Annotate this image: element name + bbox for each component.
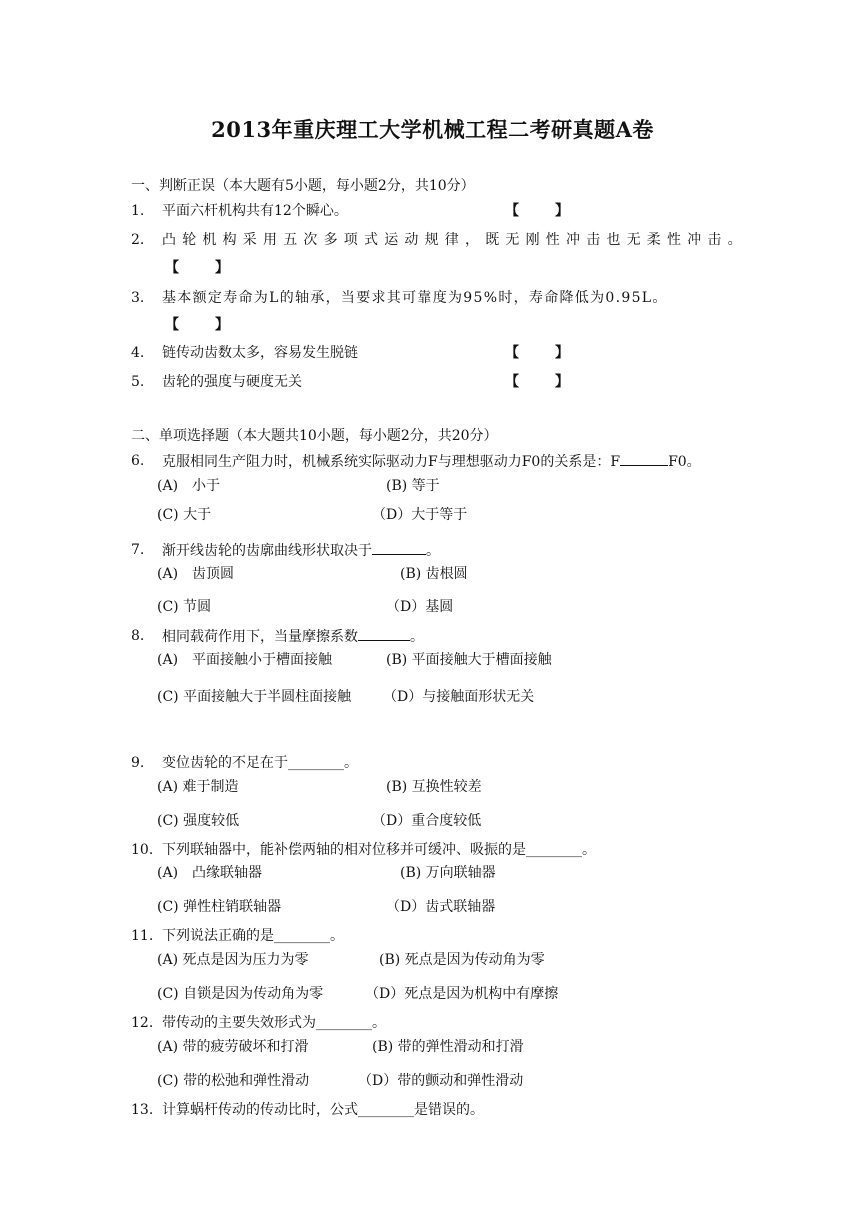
option-c: (C) 大于	[157, 507, 212, 523]
question-number: 7.	[131, 542, 145, 558]
question-number: 10.	[131, 842, 154, 858]
question-text: 齿轮的强度与硬度无关	[162, 374, 302, 390]
option-d: （D）大于等于	[372, 507, 468, 523]
option-a: (A) 平面接触小于槽面接触	[157, 652, 333, 668]
question-text-end: 。	[426, 543, 440, 559]
option-d: （D）基圆	[386, 599, 454, 615]
option-a: (A) 带的疲劳破坏和打滑	[157, 1039, 309, 1055]
question-text: 带传动的主要失效形式为________。	[162, 1015, 386, 1031]
option-b: (B) 死点是因为传动角为零	[379, 952, 545, 968]
question-number: 8.	[131, 628, 145, 644]
exam-page: 2013年重庆理工大学机械工程二考研真题A卷 一、判断正误（本大题有5小题，每小题2分，共10分） 1. 平面六杆机构共有12个瞬心。 【 】 2. 凸轮机构采用五次多项式运动规律，既无刚性冲击也无柔性冲击。 【 】 3. 基本额定寿命为L的轴承，当要求其可靠度为95%时，寿命降低为0.95L。 【 】 4. 链传动齿数太多，容易发生脱链 【 】 5. 齿轮的强度与硬度无关 【 】 二、单项选择题（本大题共10小题，每小题2分，共20分） 6. 克服相同生产阻力时，机械系统实际驱动力F与理想驱动力F0的关系是：F F0。 (A) 小于 (B) 等于 (C) 大于 （D）大于等于 7. 渐开线齿轮的齿廓曲线形状取决于 。 (A) 齿顶圆 (B) 齿根圆 (C) 节圆 （D）基圆 8. 相同载荷作用下，当量摩擦系数 。 (A) 平面接触小于槽面接触 (B) 平面接触大于槽面接触 (C) 平面接触大于半圆柱面接触 （D）与接触面形状无关 9. 变位齿轮的不足在于________。 (A) 难于制造 (B) 互换性较差 (C) 强度较低 （D）重合度较低 10. 下列联轴器中，能补偿两轴的相对位移并可缓冲、吸振的是________。 (A) 凸缘联轴器 (B) 万向联轴器 (C) 弹性柱销联轴器 （D）齿式联轴器 11. 下列说法正确的是________。 (A) 死点是因为压力为零 (B) 死点是因为传动角为零 (C) 自锁是因为传动角为零 （D）死点是因为机构中有摩擦 12. 带传动的主要失效形式为________。 (A) 带的疲劳破坏和打滑 (B) 带的弹性滑动和打滑 (C) 带的松弛和弹性滑动 （D）带的颤动和弹性滑动 13. 计算蜗杆传动的传动比时，公式________是错误的。	[0, 0, 865, 1224]
option-b: (B) 等于	[386, 478, 440, 494]
question-number: 3.	[131, 290, 145, 306]
question-number: 6.	[131, 453, 145, 469]
question-text: 克服相同生产阻力时，机械系统实际驱动力F与理想驱动力F0的关系是：F	[162, 454, 621, 470]
option-b: (B) 平面接触大于槽面接触	[386, 652, 552, 668]
question-number: 9.	[131, 755, 145, 771]
option-b: (B) 互换性较差	[386, 779, 482, 795]
question-text: 相同载荷作用下，当量摩擦系数	[162, 629, 358, 645]
section-heading: 二、单项选择题（本大题共10小题，每小题2分，共20分）	[131, 428, 498, 444]
question-text: 平面六杆机构共有12个瞬心。	[162, 203, 348, 219]
question-text: 渐开线齿轮的齿廓曲线形状取决于	[162, 543, 372, 559]
option-c: (C) 节圆	[157, 599, 212, 615]
option-a: (A) 死点是因为压力为零	[157, 952, 309, 968]
page-title: 2013年重庆理工大学机械工程二考研真题A卷	[211, 117, 654, 142]
option-a: (A) 凸缘联轴器	[157, 865, 263, 881]
question-text: 下列说法正确的是________。	[162, 928, 344, 944]
section-heading: 一、判断正误（本大题有5小题，每小题2分，共10分）	[131, 178, 475, 194]
option-c: (C) 平面接触大于半圆柱面接触	[157, 689, 352, 705]
option-d: （D）死点是因为机构中有摩擦	[365, 986, 559, 1002]
option-c: (C) 强度较低	[157, 813, 240, 829]
question-number: 13.	[131, 1102, 154, 1118]
question-number: 11.	[131, 928, 154, 944]
option-a: (A) 难于制造	[157, 779, 239, 795]
option-d: （D）齿式联轴器	[386, 899, 496, 915]
option-c: (C) 自锁是因为传动角为零	[157, 986, 324, 1002]
option-b: (B) 带的弹性滑动和打滑	[372, 1039, 524, 1055]
question-number: 2.	[131, 232, 145, 248]
question-text-end: 。	[410, 629, 424, 645]
option-d: （D）带的颤动和弹性滑动	[358, 1073, 524, 1089]
option-c: (C) 弹性柱销联轴器	[157, 899, 282, 915]
option-b: (B) 齿根圆	[400, 566, 468, 582]
question-text: 基本额定寿命为L的轴承，当要求其可靠度为95%时，寿命降低为0.95L。	[162, 290, 668, 306]
answer-blank	[358, 626, 410, 641]
question-text: 凸轮机构采用五次多项式运动规律，既无刚性冲击也无柔性冲击。	[162, 232, 748, 248]
question-text: 下列联轴器中，能补偿两轴的相对位移并可缓冲、吸振的是________。	[162, 842, 596, 858]
question-text: 变位齿轮的不足在于________。	[162, 755, 358, 771]
option-a: (A) 小于	[157, 478, 221, 494]
question-number: 12.	[131, 1015, 154, 1031]
option-c: (C) 带的松弛和弹性滑动	[157, 1073, 310, 1089]
option-d: （D）重合度较低	[372, 813, 482, 829]
option-d: （D）与接触面形状无关	[383, 689, 535, 705]
answer-blank	[620, 451, 668, 466]
question-number: 4.	[131, 345, 145, 361]
option-a: (A) 齿顶圆	[157, 566, 235, 582]
question-text-end: F0。	[668, 454, 701, 470]
option-b: (B) 万向联轴器	[400, 865, 496, 881]
question-number: 1.	[131, 203, 145, 219]
question-number: 5.	[131, 374, 145, 390]
question-text: 链传动齿数太多，容易发生脱链	[162, 345, 358, 361]
question-text: 计算蜗杆传动的传动比时，公式________是错误的。	[162, 1102, 484, 1118]
answer-blank	[372, 540, 426, 555]
